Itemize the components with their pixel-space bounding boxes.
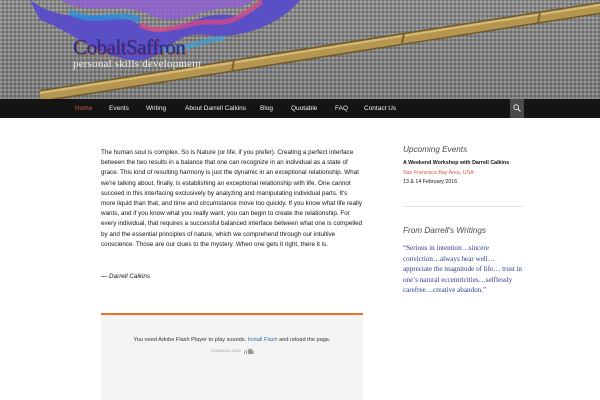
upcoming-events-title: Upcoming Events xyxy=(403,145,468,154)
nav-quotable[interactable]: Quotable xyxy=(291,105,318,112)
header-banner xyxy=(0,0,600,99)
player-message-before: You need Adobe Flash Player to play sounds. xyxy=(133,337,247,343)
soundcloud-label: SOUNDCLOUD xyxy=(211,349,242,353)
install-flash-link[interactable]: Install Flash xyxy=(247,337,278,343)
event-date: 13 & 14 February 2016 xyxy=(403,179,458,185)
nav-contact[interactable]: Contact Us xyxy=(364,105,397,112)
soundcloud-icon xyxy=(244,348,254,354)
player-message xyxy=(101,337,363,343)
nav-blog[interactable]: Blog xyxy=(260,105,274,112)
writings-title: From Darrell's Writings xyxy=(403,226,486,235)
nav-home[interactable]: Home xyxy=(75,105,93,112)
site-tagline: personal skills development xyxy=(73,58,202,70)
article-body: The human soul is complex. So is Nature (or life, if you prefer). Creating a perfect interface between the two results in a balance that one can recognize in an individual as a state of grace. This kind of resulting harmony is just the dynamic in an exceptional relationship. What we're talking about, finally, is establishing an exceptional relationship with life. One cannot succeed in this interfacing exclusively by analyzing and manipulating individual parts. It's more liquid than that, and time and circumstance move too quickly. If you know what life really wants, and if you know what you really want, you can begin to create the relationship. For every individual, that requires a successful balanced interface between what one is compelled by and the essential principles of nature, which we comprehend through our intuitive conscience. Those are our clues to the mystery. When one gets it right, there it is. xyxy=(101,149,363,248)
event-location[interactable]: San Francisco Bay Area, USA xyxy=(403,170,474,176)
nav-about[interactable]: About Darrell Calkins xyxy=(185,105,247,112)
search-button[interactable] xyxy=(510,99,524,118)
article-author: — Darrell Calkins xyxy=(101,273,150,280)
site-logo[interactable]: CobaltSaffron xyxy=(73,35,186,59)
nav-events[interactable]: Events xyxy=(109,105,129,112)
player-message-after: and reload the page. xyxy=(279,337,331,343)
nav-faq[interactable]: FAQ xyxy=(335,105,349,112)
nav-writing[interactable]: Writing xyxy=(146,105,167,112)
soundcloud-player xyxy=(101,313,363,400)
search-icon xyxy=(513,104,521,112)
event-name[interactable]: A Weekend Workshop with Darrell Calkins xyxy=(403,160,510,166)
writings-quote: “Serious in intention…sincere conviction…always hear well… appreciate the magnitude of life… trust in one’s natural eccentricities…selflessly carefree…creative abandon.” xyxy=(403,244,522,294)
sidebar-divider xyxy=(403,206,523,207)
